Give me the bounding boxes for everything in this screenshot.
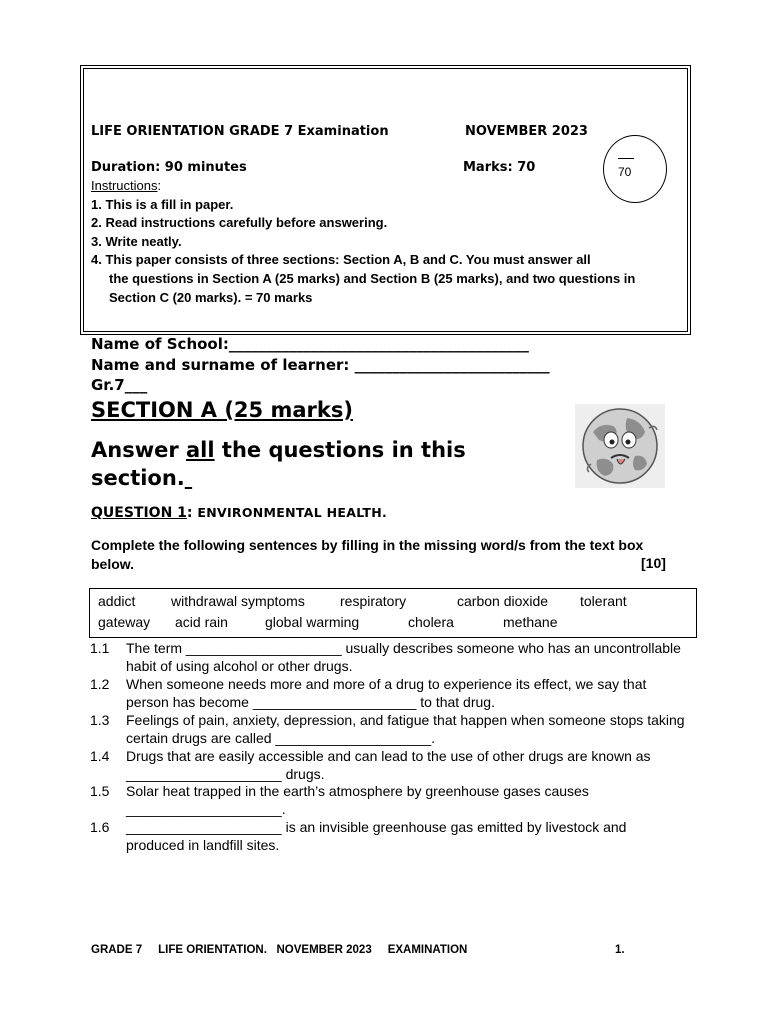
section-instruction: [91, 436, 541, 492]
section-instruction-trail: [185, 466, 192, 490]
exam-title: LIFE ORIENTATION GRADE 7 Examination: [91, 124, 389, 139]
word-bank-item: withdrawal symptoms: [171, 593, 305, 609]
word-bank-box: [89, 588, 697, 638]
item-text: Feelings of pain, anxiety, depression, and fatigue that happen when someone stops taking certain drugs are called ____________________.: [126, 712, 685, 746]
exam-date: NOVEMBER 2023: [465, 124, 588, 139]
item-text: When someone needs more and more of a drug to experience its effect, we say that person has become _____________________ to that drug.: [126, 676, 647, 710]
question-heading: [91, 505, 387, 521]
word-bank-item: carbon dioxide: [457, 593, 549, 609]
word-bank-item: methane: [503, 614, 558, 630]
instruction-line: 1. This is a fill in paper.: [91, 197, 234, 212]
exam-duration: Duration: 90 minutes: [91, 160, 247, 175]
page-number: 1.: [615, 944, 625, 956]
item-number: 1.4: [90, 748, 110, 764]
item-text: Solar heat trapped in the earth’s atmosphere by greenhouse gases causes ____________________.: [126, 783, 589, 817]
school-name-field[interactable]: Name of School:________________________________________: [91, 335, 529, 353]
instructions-label: Instructions: [91, 178, 158, 193]
section-instruction-pre: Answer: [91, 438, 187, 462]
item-number: 1.6: [90, 819, 110, 835]
instruction-line: 4. This paper consists of three sections: Section A, B and C. You must answer all: [91, 252, 591, 267]
exam-marks: Marks: 70: [463, 160, 536, 175]
instruction-line: 2. Read instructions carefully before answering.: [91, 215, 388, 230]
grade-field[interactable]: [91, 376, 147, 394]
word-bank-item: global warming: [265, 614, 360, 630]
section-instruction-post: the questions in this section.: [91, 438, 466, 490]
word-bank-item: gateway: [98, 614, 151, 630]
item-number: 1.2: [90, 676, 110, 692]
section-instruction-emphasis: all: [186, 438, 215, 462]
instruction-line: 3. Write neatly.: [91, 234, 182, 249]
sick-earth-illustration: [575, 404, 665, 488]
item-text: ____________________ is an invisible greenhouse gas emitted by livestock and produced in landfill sites.: [126, 819, 627, 853]
item-text: Drugs that are easily accessible and can lead to the use of other drugs are known as ____________________ drugs.: [126, 748, 651, 782]
question-marks: [10]: [641, 555, 666, 571]
instruction-line: the questions in Section A (25 marks) and Section B (25 marks), and two questions in: [109, 271, 636, 286]
word-bank-item: respiratory: [340, 593, 407, 609]
word-bank-item: acid rain: [175, 614, 228, 630]
instructions-heading: [91, 178, 161, 193]
item-number: 1.5: [90, 783, 110, 799]
page-footer: GRADE 7 LIFE ORIENTATION. NOVEMBER 2023 EXAMINATION: [91, 944, 468, 956]
instructions-colon: :: [157, 178, 162, 193]
question-topic: ENVIRONMENTAL HEALTH.: [197, 505, 388, 520]
marks-circle: [603, 135, 667, 203]
section-title: SECTION A (25 marks): [91, 398, 353, 422]
grade-blank: ___: [124, 376, 148, 394]
question-instruction: Complete the following sentences by filling in the missing word/s from the text box below.: [91, 537, 644, 572]
learner-name-field[interactable]: Name and surname of learner: __________________________: [91, 356, 550, 374]
grade-prefix: Gr.7: [91, 376, 125, 394]
item-text: The term ____________________ usually describes someone who has an uncontrollable habit of using alcohol or other drugs.: [126, 640, 681, 674]
marks-circle-value: 70: [618, 165, 632, 179]
instruction-line: Section C (20 marks). = 70 marks: [109, 290, 313, 305]
question-colon: :: [186, 505, 198, 521]
word-bank-item: tolerant: [580, 593, 627, 609]
item-number: 1.1: [90, 640, 110, 656]
word-bank-item: cholera: [408, 614, 454, 630]
item-number: 1.3: [90, 712, 110, 728]
earth-icon: [575, 404, 665, 488]
question-number: QUESTION 1: [91, 505, 187, 521]
word-bank-item: addict: [98, 593, 136, 609]
